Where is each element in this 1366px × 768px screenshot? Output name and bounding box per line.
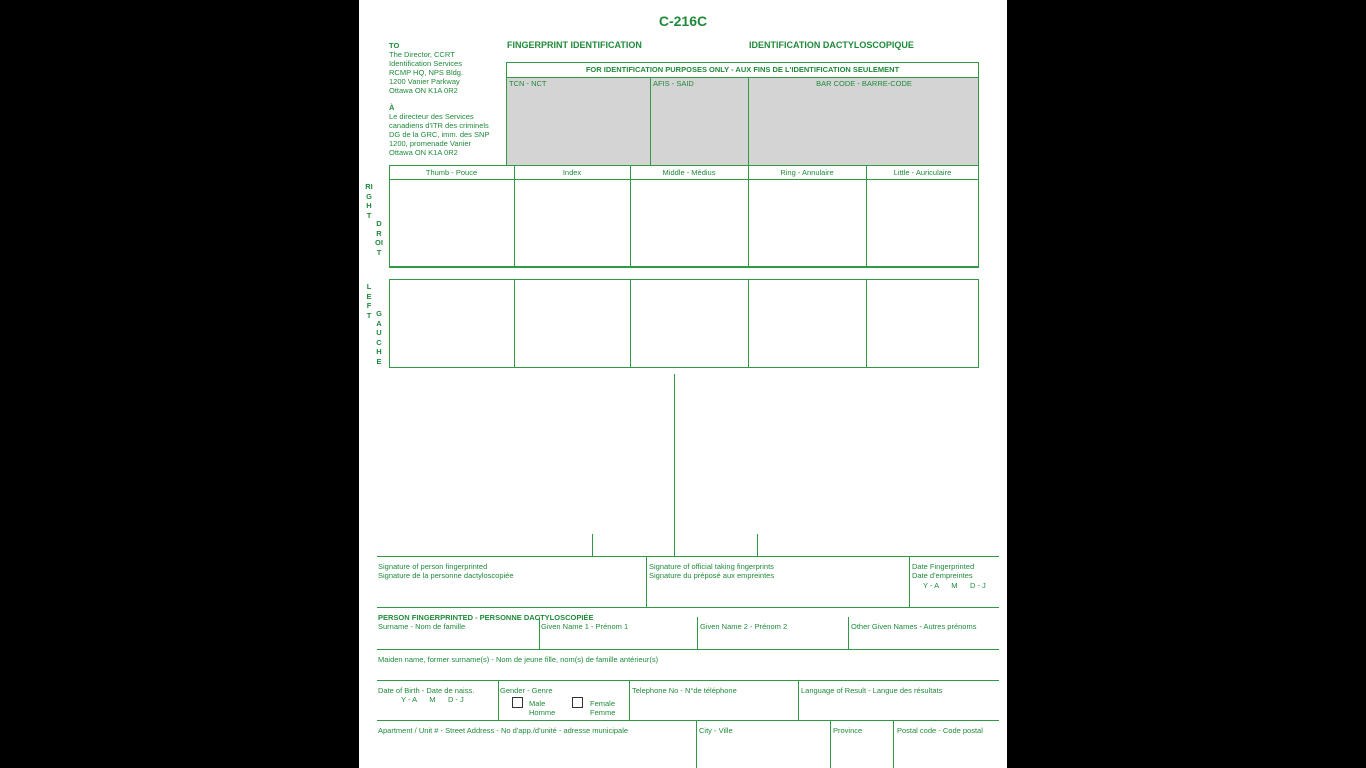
date-fp-format: Y - A M D - J (923, 581, 986, 590)
to-address-fr-5: Ottawa ON K1A 0R2 (389, 148, 458, 157)
language-field[interactable] (799, 696, 999, 720)
to-address-en-1: The Director, CCRT (389, 50, 455, 59)
maiden-label: Maiden name, former surname(s) - Nom de jeune fille, nom(s) de famille antérieur(s) (378, 655, 659, 664)
postal-label: Postal code - Code postal (897, 726, 983, 735)
left-label-en: LEFT (366, 282, 372, 320)
city-field[interactable] (697, 736, 830, 768)
left-index-print[interactable] (514, 279, 631, 368)
finger-header-ring: Ring - Annulaire (780, 168, 834, 177)
sig-person-fr: Signature de la personne dactyloscopiée (378, 571, 514, 580)
postal-field[interactable] (894, 736, 999, 768)
address-label: Apartment / Unit # - Street Address - No d'app./d'unité - adresse municipale (378, 726, 629, 735)
date-fp-en: Date Fingerprinted (912, 562, 975, 571)
female-checkbox[interactable] (572, 697, 583, 708)
title-en: FINGERPRINT IDENTIFICATION (507, 40, 642, 50)
male-label-en: Male (529, 699, 546, 708)
id-box-header: FOR IDENTIFICATION PURPOSES ONLY - AUX FINS DE L'IDENTIFICATION SEULEMENT (585, 65, 900, 74)
sig-official-en: Signature of official taking fingerprints (649, 562, 774, 571)
male-checkbox[interactable] (512, 697, 523, 708)
given2-label: Given Name 2 - Prénom 2 (700, 622, 788, 631)
to-address-fr-4: 1200, promenade Vanier (389, 139, 472, 148)
right-ring-print[interactable] (748, 179, 867, 268)
center-divider (674, 374, 675, 557)
sig-person-en: Signature of person fingerprinted (378, 562, 488, 571)
barcode-label: BAR CODE - BARRE-CODE (816, 79, 912, 88)
to-address-fr-3: DG de la GRC, imm. des SNP (389, 130, 490, 139)
to-address-en-2: Identification Services (389, 59, 462, 68)
afis-label: AFIS - SAID (653, 79, 694, 88)
sig-official-fr: Signature du préposé aux empreintes (649, 571, 775, 580)
to-label-en: TO (389, 41, 400, 50)
right-label-en: RIGHT (365, 182, 373, 220)
left-ring-print[interactable] (748, 279, 867, 368)
address-field[interactable] (377, 736, 696, 768)
form-code: C-216C (658, 13, 708, 29)
language-label: Language of Result - Langue des résultats (801, 686, 943, 695)
right-index-print[interactable] (514, 179, 631, 268)
date-fp-fr: Date d'empreintes (912, 571, 973, 580)
left-middle-print[interactable] (630, 279, 749, 368)
dob-label: Date of Birth - Date de naiss. (378, 686, 475, 695)
to-address-fr-2: canadiens d'ITR des criminels (389, 121, 489, 130)
dob-format: Y - A M D - J (401, 695, 464, 704)
other-given-label: Other Given Names - Autres prénoms (851, 622, 977, 631)
tick-left (592, 534, 593, 557)
gender-label: Gender - Genre (500, 686, 553, 695)
surname-field[interactable] (377, 631, 539, 649)
province-label: Province (833, 726, 863, 735)
finger-header-little: Little - Auriculaire (893, 168, 952, 177)
male-label-fr: Homme (529, 708, 556, 717)
finger-header-thumb: Thumb - Pouce (425, 168, 478, 177)
right-middle-print[interactable] (630, 179, 749, 268)
right-little-print[interactable] (866, 179, 979, 268)
province-field[interactable] (831, 736, 893, 768)
finger-header-index: Index (562, 168, 582, 177)
left-little-print[interactable] (866, 279, 979, 368)
female-label-fr: Femme (590, 708, 616, 717)
telephone-field[interactable] (630, 696, 798, 720)
maiden-field[interactable] (377, 664, 999, 680)
surname-label: Surname - Nom de famille (378, 622, 466, 631)
right-thumb-print[interactable] (389, 179, 515, 268)
given1-label: Given Name 1 - Prénom 1 (541, 622, 629, 631)
left-thumb-print[interactable] (389, 279, 515, 368)
form-page (359, 0, 1007, 768)
city-label: City - Ville (699, 726, 733, 735)
tcn-label: TCN - NCT (509, 79, 547, 88)
female-label-en: Female (590, 699, 616, 708)
other-given-field[interactable] (849, 631, 999, 649)
title-fr: IDENTIFICATION DACTYLOSCOPIQUE (749, 40, 914, 50)
to-address-en-4: 1200 Vanier Parkway (389, 77, 460, 86)
to-address-en-5: Ottawa ON K1A 0R2 (389, 86, 458, 95)
right-label-fr: DROIT (375, 219, 383, 257)
finger-header-middle: Middle - Médius (662, 168, 716, 177)
to-label-fr: À (389, 103, 395, 112)
to-address-fr-1: Le directeur des Services (389, 112, 474, 121)
dob-field[interactable] (377, 704, 498, 720)
person-section-title: PERSON FINGERPRINTED - PERSONNE DACTYLOSCOPIÉE (378, 613, 594, 622)
to-address-en-3: RCMP HQ, NPS Bldg. (389, 68, 464, 77)
given2-field[interactable] (698, 631, 848, 649)
left-label-fr: GAUCHE (376, 309, 382, 366)
given1-field[interactable] (540, 631, 697, 649)
telephone-label: Telephone No - N°de téléphone (632, 686, 737, 695)
tick-right (757, 534, 758, 557)
